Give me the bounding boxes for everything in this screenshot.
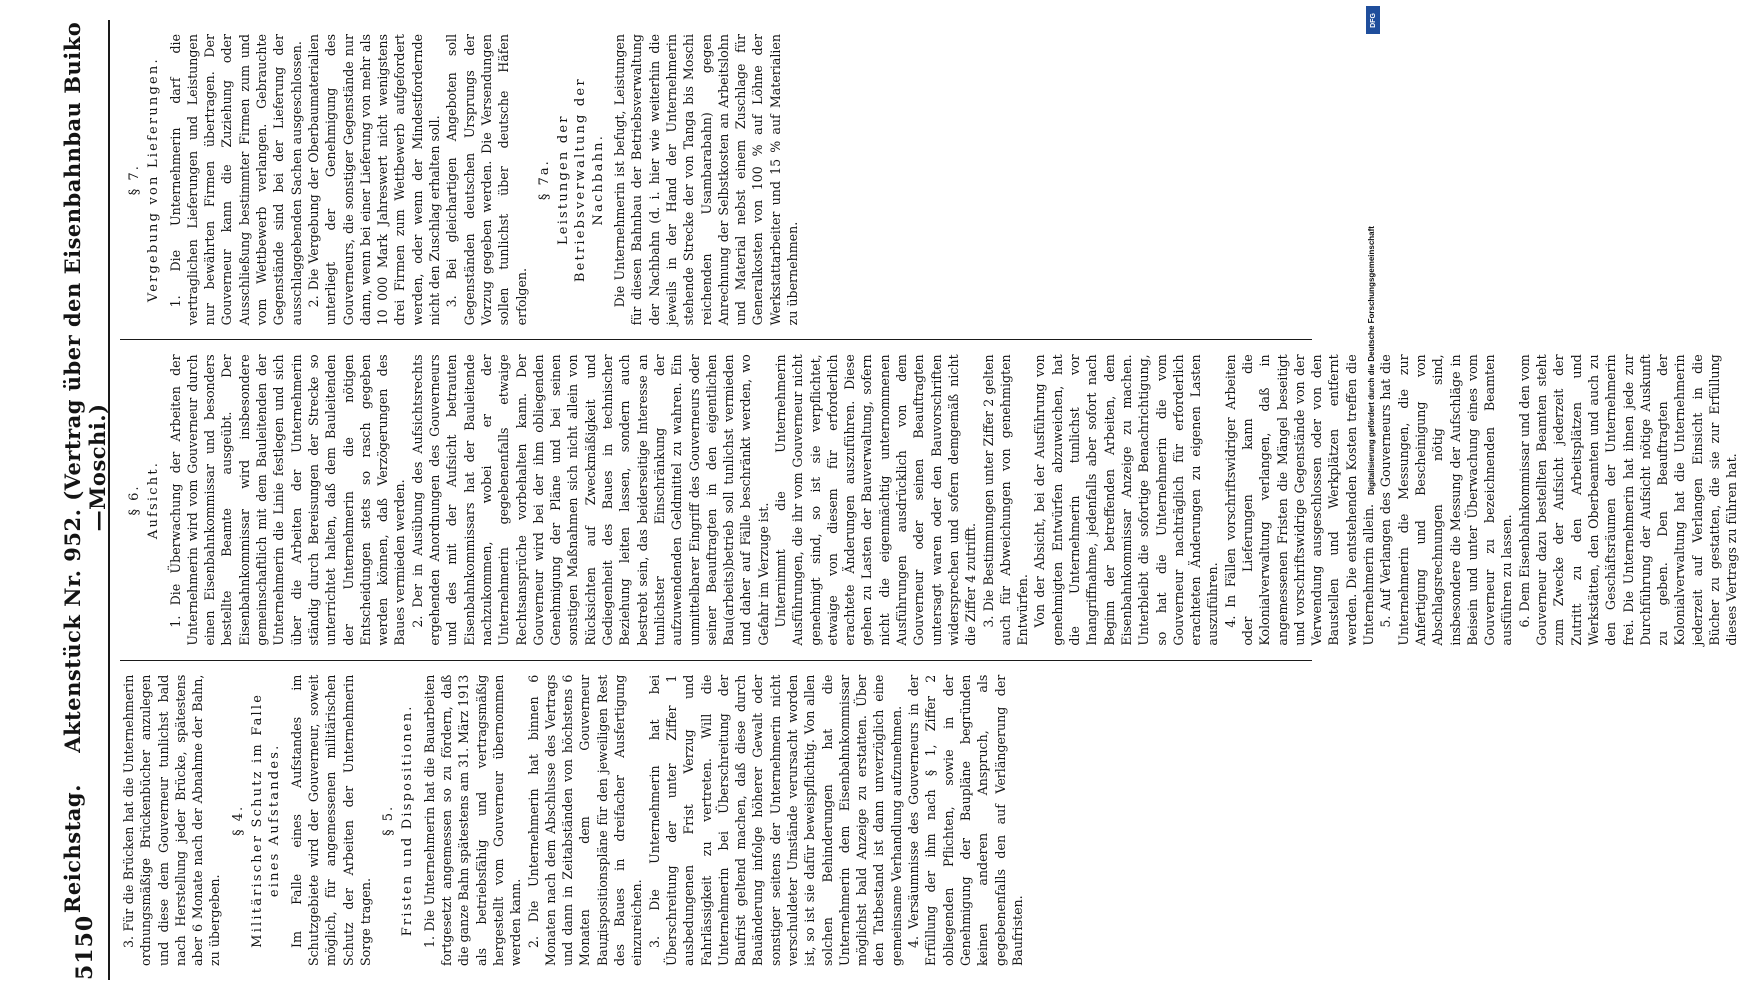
page-number: 5150: [71, 914, 98, 980]
paragraph: 1. Die Unternehmerin hat die Bauarbeiten fortgesetzt angemessen so zu fördern, daß die ganze Bahn spätestens am 31. März 1913 als betriebsfähig und vertragsmäßig hergestellt vom Gouverneur übernommen werden kann.: [421, 674, 523, 966]
paragraph: Unternimmt die Unternehmerin Ausführungen, die ihr vom Gouverneur nicht genehmigt sind, so ist sie verpflichtet, etwaige von diesem für erforderlich erachtete Änderungen auszuführen. Diese gehen zu Lasten der Bauverwaltung, sofern nicht die eigenmächtig unternommenen Ausführungen ausdrücklich von dem Gouverneur oder seinen Beauftragten untersagt waren oder den Bauvorschriften widersprechen und sofern demgemäß nicht die Ziffer 4 zutrifft.: [772, 354, 978, 646]
paragraph: Im Falle eines Aufstandes im Schutzgebiete wird der Gouverneur, soweit möglich, für angemessenen militärischen Schutz der Arbeiten der Unternehmerin Sorge tragen.: [288, 674, 373, 966]
page-title: [60, 20, 110, 915]
section-number: § 6.: [126, 484, 142, 516]
digitization-note-text: Digitalisierung gefördert durch die Deutsche Forschungsgemeinschaft: [1366, 225, 1376, 495]
column-3: [120, 20, 1312, 340]
paragraph: Von der Absicht, bei der Ausführung von genehmigten Entwürfen abzuweichen, hat die Unternehmerin tunlichst vor Inangriffnahme, jedenfalls aber sofort nach Beginn der betreffenden Arbeiten, dem Eisenbahnkommissar Anzeige zu machen. Unterbleibt die sofortige Benachrichtigung, so hat die Unternehmerin die vom Gouverneur nachträglich für erforderlich erachteten Änderungen zu eigenen Lasten auszuführen.: [1031, 354, 1220, 646]
dfg-logo: [1366, 6, 1380, 34]
dfg-badge-text: DFG: [1369, 12, 1377, 28]
page-header: [59, 20, 110, 980]
paragraph: Die Unternehmerin ist befugt, Leistungen für diesen Bahnbau der Betriebsverwaltung der Nachbahn (d. i. hier wie weiterhin die jeweils in der Hand der Unternehmerin stehende Strecke der von Tanga bis Moschi reichenden Usambarabahn) gegen Anrechnung der Selbstkosten an Arbeitslohn und Material nebst einem Zuschlage für Generalkosten von 100 % auf Löhne der Werkstattarbeiter und 15 % auf Materialien zu übernehmen.: [611, 34, 800, 326]
paragraph: 4. In Fällen vorschriftswidriger Arbeiten oder Lieferungen kann die Kolonialverwaltung verlangen, daß in angemessenen Fristen die Mängel beseitigt und vorschriftswidrige Gegenstände von der Verwendung ausgeschlossen oder von den Baustellen und Werkplätzen entfernt werden. Die entstehenden Kosten treffen die Unternehmerin allein.: [1222, 354, 1376, 646]
digitization-note: [1363, 40, 1379, 680]
section-number: § 7a.: [536, 159, 552, 201]
section-number: § 7.: [126, 164, 142, 196]
paragraph: 4. Versäumnisse des Gouverneurs in der Erfüllung der ihm nach § 1, Ziffer 2 obliegenden Pflichten, sowie in der Genehmigung der Baupläne begründen keinen anderen Anspruch, als gegebenenfalls den auf Verlängerung der Baufristen.: [905, 674, 1025, 966]
section-number: § 4.: [230, 804, 246, 836]
paragraph: 1. Die Unternehmerin darf die vertraglichen Lieferungen und Leistungen nur bewährten Firmen übertragen. Der Gouverneur kann die Zuziehung oder Ausschließung bestimmter Firmen zum und vom Wettbewerb verlangen. Gebrauchte Gegenstände sind bei der Lieferung der ausschlaggebenden Sachen ausgeschlossen.: [167, 34, 304, 326]
section-title: Fristen und Dispositionen.: [399, 704, 415, 937]
column-1: [120, 661, 1312, 980]
paragraph: 3. Für die Brücken hat die Unternehmerin ordnungsmäßige Brückenbücher anzulegen und diese dem Gouverneur tunlichst bald nach Herstellung jeder Brücke, spätestens aber 6 Monate nach der Abnahme der Bahn, zu übergeben.: [120, 674, 222, 966]
paragraph: 1. Die Überwachung der Arbeiten der Unternehmerin wird vom Gouverneur durch einen Eisenbahnkommissar und besonders bestellte Beamte ausgeübt. Der Eisenbahnkommissar wird insbesondere gemeinschaftlich mit dem Bauleitenden der Unternehmerin die Linie festlegen und sich über die Arbeiten der Unternehmerin ständig durch Bereisungen der Strecke so unterrichtet halten, daß dem Bauleitenden der Unternehmerin die nötigen Entscheidungen stets so rasch gegeben werden können, daß Verzögerungen des Baues vermieden werden.: [167, 354, 407, 646]
center-title: Aktenstück Nr. 952. (Vertrag über den Eisenbahnbau Buiko—Moschi.): [59, 21, 110, 753]
paragraph: 2. Die Vergebung der Oberbaumaterialien unterliegt der Genehmigung des Gouverneurs, die sonstiger Gegenstände nur dann, wenn bei einer Lieferung von mehr als 10 000 Mark Jahreswert nicht wenigstens drei Firmen zum Wettbewerb aufgefordert werden, oder wenn der Mindestfordernde nicht den Zuschlag erhalten soll.: [305, 34, 442, 326]
section-title: Leistungen der Betriebsverwaltung der Nachbahn.: [555, 77, 606, 283]
paragraph: 5. Auf Verlangen des Gouverneurs hat die Unternehmerin die Messungen, die zur Anfertigung und Bescheinigung von Abschlagsrechnungen nötig sind, insbesondere die Messung der Aufschläge in Beisein und unter Überwachung eines vom Gouverneur zu bezeichnenden Beamten ausführen zu lassen.: [1377, 354, 1514, 646]
paragraph: 2. Der in Ausübung des Aufsichtsrechts ergehenden Anordnungen des Gouverneurs und des mit der Aufsicht betrauten Eisenbahnkommissars hat der Bauleitende nachzukommen, wobei er der Unternehmerin gegebenenfalls etwaige Rechtsansprüche vorbehalten kann. Der Gouverneur wird bei der ihm obliegenden Genehmigung der Pläne und bei seinen sonstigen Maßnahmen sich nicht allein von Rücksichten auf Zweckmäßigkeit und Gediegenheit des Baues in technischer Beziehung leiten lassen, sondern auch bestrebt sein, das beiderseitige Interesse an tunlichster Einschränkung der aufzuwendenden Geldmittel zu wahren. Ein unmittelbarer Eingriff des Gouverneurs oder seiner Beauftragten in den eigentlichen Bau(arbeits)betrieb soll tunlichst vermieden und daher auf Fälle beschränkt werden, wo Gefahr im Verzuge ist.: [409, 354, 771, 646]
left-title: Reichstag.: [59, 784, 85, 914]
paragraph: 3. Die Unternehmerin hat bei Überschreitung der unter Ziffer 1 ausbedungenen Frist Verzug und Fahrlässigkeit zu vertreten. Will die Unternehmerin bei Überschreitung der Baufrist geltend machen, daß diese durch Bauänderung infolge höherer Gewalt oder sonstiger seitens der Unternehmerin nicht verschuldeter Umstände verursacht worden ist, so ist sie dafür beweispflichtig. Von allen solchen Behinderungen hat die Unternehmerin dem Eisenbahnkommissar möglichst bald Anzeige zu erstatten. Über den Tatbestand ist dann unverzüglich eine gemeinsame Verhandlung aufzunehmen.: [646, 674, 904, 966]
paragraph: 3. Die Bestimmungen unter Ziffer 2 gelten auch für Abweichungen von genehmigten Entwürfen.: [980, 354, 1030, 646]
paragraph: 6. Dem Eisenbahnkommissar und den vom Gouverneur dazu bestellten Beamten steht zum Zwecke der Aufsicht jederzeit der Zutritt zu den Arbeitsplätzen und Werkstätten, den Oberbeamten und auch zu den Geschäftsräumen der Unternehmerin frei. Die Unternehmerin hat ihnen jede zur Durchführung der Aufsicht nötige Auskunft zu geben. Den Beauftragten der Kolonialverwaltung hat die Unternehmerin jederzeit auf Verlangen Einsicht in die Bücher zu gestatten, die sie zur Erfüllung dieses Vertrags zu führen hat.: [1516, 354, 1739, 646]
section-title: Militärischer Schutz im Falle eines Aufstandes.: [249, 692, 282, 948]
paragraph: 2. Die Unternehmerin hat binnen 6 Monaten nach dem Abschlusse des Vertrags und dann in Zeitabständen von höchstens 6 Monaten dem Gouverneur Bauдispositionspläne für den jeweiligen Rest des Baues in dreifacher Ausfertigung einzureichen.: [525, 674, 644, 966]
section-title: Vergebung von Lieferungen.: [145, 57, 161, 303]
section-title: Aufsicht.: [145, 460, 161, 540]
paragraph: 3. Bei gleichartigen Angeboten soll Gegenständen deutschen Ursprungs der Vorzug gegeben werden. Die Versendungen sollen tunlichst über deutsche Häfen erfolgen.: [443, 34, 529, 326]
section-number: § 5.: [380, 804, 396, 836]
